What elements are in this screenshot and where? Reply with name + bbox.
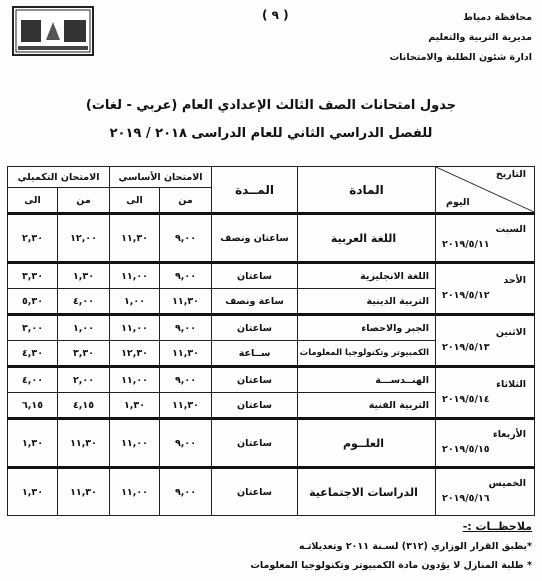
duration-cell: ساعتان bbox=[212, 468, 298, 516]
subject-cell: الكمبيوتر وتكنولوجيا المعلومات bbox=[298, 341, 436, 367]
header-row-group bbox=[8, 167, 535, 188]
subject-cell: اللغة الانجليزية bbox=[298, 263, 436, 289]
supp-from-header: من bbox=[58, 188, 110, 214]
basic-to-cell: ١١,٠٠ bbox=[110, 263, 160, 289]
supp-from-cell: ٤,٠٠ bbox=[58, 289, 110, 315]
subject-cell: العلــوم bbox=[298, 419, 436, 468]
day-name: الأحد bbox=[503, 274, 527, 286]
page-number: ( ٩ ) bbox=[262, 8, 289, 22]
day-name: الاثنين bbox=[495, 326, 527, 338]
basic-to-cell: ١١,٠٠ bbox=[110, 315, 160, 341]
supp-to-cell: ٤,٠٠ bbox=[8, 367, 58, 393]
day-date-cell bbox=[436, 315, 535, 367]
exam-date: ٢٠١٩/٥/١٣ bbox=[442, 341, 490, 353]
supp-from-cell: ١,٣٠ bbox=[58, 263, 110, 289]
supp-from-cell: ١,٠٠ bbox=[58, 315, 110, 341]
supp-from-cell: ٣,٣٠ bbox=[58, 341, 110, 367]
supp-to-cell: ٣,٠٠ bbox=[8, 315, 58, 341]
day-name: الثلاثاء bbox=[496, 378, 527, 390]
duration-cell: ساعتان bbox=[212, 367, 298, 393]
supp-to-cell: ١,٣٠ bbox=[8, 468, 58, 516]
table-row bbox=[8, 263, 535, 289]
basic-to-cell: ١,٠٠ bbox=[110, 289, 160, 315]
basic-from-cell: ٩,٠٠ bbox=[160, 214, 212, 263]
subject-cell: الجبر والاحصاء bbox=[298, 315, 436, 341]
subject-cell: التربية الفنية bbox=[298, 393, 436, 419]
table-row bbox=[8, 214, 535, 263]
table-row bbox=[8, 367, 535, 393]
day-date-cell bbox=[436, 468, 535, 516]
supp-from-cell: ١٢,٠٠ bbox=[58, 214, 110, 263]
supp-to-header: الى bbox=[8, 188, 58, 214]
day-date-cell bbox=[436, 367, 535, 419]
exam-date: ٢٠١٩/٥/١٤ bbox=[442, 393, 490, 405]
supp-from-cell: ١١,٣٠ bbox=[58, 419, 110, 468]
exam-date: ٢٠١٩/٥/١٢ bbox=[442, 289, 490, 301]
basic-to-cell: ١١,٠٠ bbox=[110, 419, 160, 468]
supp-from-cell: ٢,٠٠ bbox=[58, 367, 110, 393]
subject-cell: الدراسات الاجتماعية bbox=[298, 468, 436, 516]
exam-date: ٢٠١٩/٥/١١ bbox=[442, 239, 490, 250]
title-line-1: جدول امتحانات الصف الثالث الإعدادي العام (عربي - لغات) bbox=[85, 98, 457, 113]
basic-to-cell: ١٢,٣٠ bbox=[110, 341, 160, 367]
note-item-2: * طلبة المنازل لا يؤدون مادة الكمبيوتر وتكنولوجيا المعلومات bbox=[250, 560, 532, 571]
day-name: السبت bbox=[495, 224, 527, 236]
supplementary-exam-header: الامتحان التكميلي bbox=[8, 167, 110, 188]
basic-from-header: من bbox=[160, 188, 212, 214]
basic-exam-header: الامتحان الأساسي bbox=[110, 167, 212, 188]
exam-date: ٢٠١٩/٥/١٦ bbox=[442, 493, 490, 504]
supp-from-cell: ٤,١٥ bbox=[58, 393, 110, 419]
day-date-cell bbox=[436, 419, 535, 468]
supp-to-cell: ٥,٣٠ bbox=[8, 289, 58, 315]
day-date-cell bbox=[436, 263, 535, 315]
table-row bbox=[8, 419, 535, 468]
day-header: اليوم bbox=[446, 197, 470, 208]
basic-to-cell: ١١,٠٠ bbox=[110, 468, 160, 516]
basic-to-cell: ١,٣٠ bbox=[110, 393, 160, 419]
duration-cell: ســاعة bbox=[212, 341, 298, 367]
date-day-header bbox=[436, 167, 535, 214]
header-governorate: محافظة دمياط bbox=[463, 12, 532, 23]
supp-to-cell: ٦,١٥ bbox=[8, 393, 58, 419]
subject-cell: الهنــدســـة bbox=[298, 367, 436, 393]
duration-cell: ساعتان bbox=[212, 419, 298, 468]
duration-cell: ساعتان bbox=[212, 315, 298, 341]
supp-to-cell: ١,٣٠ bbox=[8, 419, 58, 468]
exam-date: ٢٠١٩/٥/١٥ bbox=[442, 444, 490, 455]
supp-to-cell: ٣,٣٠ bbox=[8, 263, 58, 289]
duration-cell: ساعتان bbox=[212, 393, 298, 419]
duration-cell: ساعة ونصف bbox=[212, 289, 298, 315]
basic-from-cell: ٩,٠٠ bbox=[160, 367, 212, 393]
duration-cell: ساعتان bbox=[212, 263, 298, 289]
table-row bbox=[8, 468, 535, 516]
basic-from-cell: ٩,٠٠ bbox=[160, 419, 212, 468]
basic-from-cell: ١١,٣٠ bbox=[160, 289, 212, 315]
supp-to-cell: ٢,٣٠ bbox=[8, 214, 58, 263]
subject-cell: التربية الدينية bbox=[298, 289, 436, 315]
basic-from-cell: ١١,٣٠ bbox=[160, 393, 212, 419]
header-department: ادارة شئون الطلبة والامتحانات bbox=[389, 52, 532, 63]
note-item-1: *يطبق القرار الوزاري (٣١٢) لسـنة ٢٠١١ وتعديلاتـه bbox=[298, 541, 532, 552]
supp-to-cell: ٤,٣٠ bbox=[8, 341, 58, 367]
subject-cell: اللغة العربية bbox=[298, 214, 436, 263]
basic-from-cell: ٩,٠٠ bbox=[160, 263, 212, 289]
title-line-2: للفصل الدراسي الثاني للعام الدراسى ٢٠١٨ / ٢٠١٩ bbox=[109, 126, 433, 141]
date-header: التاريخ bbox=[495, 169, 527, 180]
basic-to-cell: ١١,٣٠ bbox=[110, 214, 160, 263]
day-name: الأربعاء bbox=[492, 429, 527, 441]
day-date-cell bbox=[436, 214, 535, 263]
supp-from-cell: ١١,٣٠ bbox=[58, 468, 110, 516]
notes-heading: ملاحظــات :- bbox=[462, 520, 532, 533]
basic-from-cell: ١١,٣٠ bbox=[160, 341, 212, 367]
day-name: الخميس bbox=[488, 478, 527, 490]
duration-header: المــدة bbox=[212, 167, 298, 214]
basic-to-cell: ١١,٠٠ bbox=[110, 367, 160, 393]
basic-from-cell: ٩,٠٠ bbox=[160, 315, 212, 341]
header-directorate: مديرية التربية والتعليم bbox=[428, 32, 532, 43]
basic-from-cell: ٩,٠٠ bbox=[160, 468, 212, 516]
subject-header: المادة bbox=[298, 167, 436, 214]
directorate-logo bbox=[12, 6, 94, 56]
duration-cell: ساعتان ونصف bbox=[212, 214, 298, 263]
basic-to-header: الى bbox=[110, 188, 160, 214]
